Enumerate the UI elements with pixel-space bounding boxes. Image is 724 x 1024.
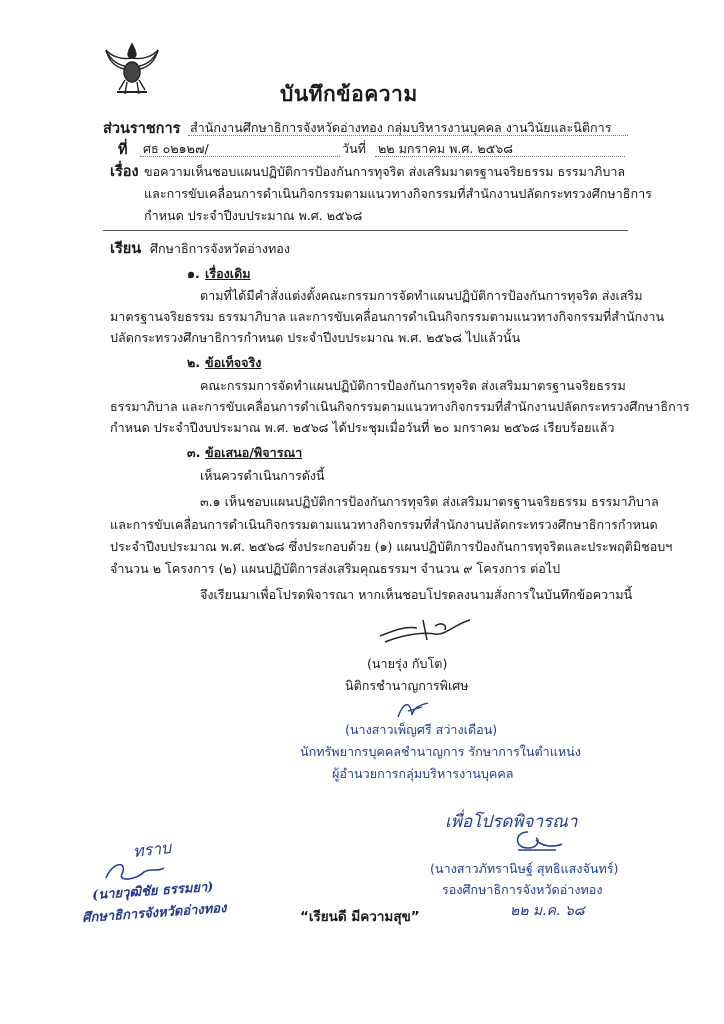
agency-label: ส่วนราชการ [103,121,181,137]
section-2-line-1: คณะกรรมการจัดทำแผนปฏิบัติการป้องกันการทุจริต ส่งเสริมมาตรฐานจริยธรรม [200,378,626,393]
ref-no-label: ที่ [118,142,128,158]
section-1-number: ๑. [187,266,200,281]
signer-2-name: (นางสาวเพ็ญศรี สว่างเดือน) [345,722,498,737]
section-3-line-4: จำนวน ๒ โครงการ (๒) แผนปฏิบัติการส่งเสริมคุณธรรมฯ จำนวน ๙ โครงการ ต่อไป [110,561,561,576]
signature-2-icon [394,697,434,721]
closing-text: จึงเรียนมาเพื่อโปรดพิจารณา หากเห็นชอบโปรดลงนามสั่งการในบันทึกข้อความนี้ [200,587,633,602]
section-3-heading: ข้อเสนอ/พิจารณา [205,445,303,460]
signer-4-title: ศึกษาธิการจังหวัดอ่างทอง [81,900,227,927]
section-1-line-2: มาตรฐานจริยธรรม ธรรมาภิบาล และการขับเคลื่อนการดำเนินกิจกรรมตามแนวทางกิจกรรมที่สำนักงาน [110,309,665,324]
handwritten-acknowledge: ทราบ [132,838,173,861]
section-3-line-3: ประจำปีงบประมาณ พ.ศ. ๒๕๖๘ ซึ่งประกอบด้วย (๑) แผนปฏิบัติการป้องกันการทุจริตและประพฤติมิชอบฯ [110,539,673,554]
section-1-line-1: ตามที่ได้มีคำสั่งแต่งตั้งคณะกรรมการจัดทำแผนปฏิบัติการป้องกันการทุจริต ส่งเสริม [200,288,643,303]
date-label: วันที่ [342,141,366,156]
subject-line-2: และการขับเคลื่อนการดำเนินกิจกรรมตามแนวทางกิจกรรมที่สำนักงานปลัดกระทรวงศึกษาธิการ [144,186,652,201]
signer-2-title-line-2: ผู้อำนวยการกลุ่มบริหารงานบุคคล [332,766,514,781]
signature-1-icon [375,612,485,648]
salutation-label: เรียน [110,241,142,257]
signer-1-name: (นายรุ่ง กับโต) [367,656,448,671]
footer-slogan: “เรียนดี มีความสุข” [300,909,420,925]
signer-1-title: นิติกรชำนาญการพิเศษ [345,678,469,693]
section-1-line-3: ปลัดกระทรวงศึกษาธิการกำหนด ประจำปีงบประมาณ พ.ศ. ๒๕๖๘ ไปแล้วนั้น [110,330,521,345]
memo-title: บันทึกข้อความ [280,82,418,106]
signature-3-icon [508,826,566,854]
section-3-number: ๓. [187,445,201,460]
section-3-line-2: และการขับเคลื่อนการดำเนินกิจกรรมตามแนวทางกิจกรรมที่สำนักงานปลัดกระทรวงศึกษาธิการกำหนด [110,517,658,532]
section-1-heading: เรื่องเดิม [205,266,251,281]
section-2-line-3: กำหนด ประจำปีงบประมาณ พ.ศ. ๒๕๖๘ ได้ประชุมเมื่อวันที่ ๒๐ มกราคม ๒๕๖๘ เรียบร้อยแล้ว [110,420,615,435]
signer-2-title-line-1: นักทรัพยากรบุคคลชำนาญการ รักษาการในตำแหน่ง [300,744,581,759]
agency-value: สำนักงานศึกษาธิการจังหวัดอ่างทอง กลุ่มบริหารงานบุคคล งานวินัยและนิติการ [190,120,612,135]
section-2-line-2: ธรรมาภิบาล และการขับเคลื่อนการดำเนินกิจกรรมตามแนวทางกิจกรรมที่สำนักงานปลัดกระทรวงศึกษาธิการ [110,399,690,414]
section-2-number: ๒. [187,355,201,370]
ref-no-value: ศธ ๐๒๑๒๗/ [143,141,209,156]
section-2-heading: ข้อเท็จจริง [205,355,262,370]
signer-3-name: (นางสาวภัทรานิษฐ์ สุทธิแสงจันทร์) [430,861,619,876]
subject-label: เรื่อง [110,164,139,180]
subject-line-1: ขอความเห็นชอบแผนปฏิบัติการป้องกันการทุจริต ส่งเสริมมาตรฐานจริยธรรม ธรรมาภิบาล [144,164,626,179]
section-3-intro: เห็นควรดำเนินการดังนี้ [200,468,325,483]
garuda-emblem-icon [103,40,161,98]
handwritten-date-right: ๒๒ ม.ค. ๖๘ [510,903,585,919]
section-3-line-1: ๓.๑ เห็นชอบแผนปฏิบัติการป้องกันการทุจริต ส่งเสริมมาตรฐานจริยธรรม ธรรมาภิบาล [200,494,659,509]
subject-line-3: กำหนด ประจำปีงบประมาณ พ.ศ. ๒๕๖๘ [144,208,363,223]
signer-4-name: (นายวุฒิชัย ธรรมยา) [91,879,214,904]
handwritten-endorsement: เพื่อโปรดพิจารณา [445,812,578,832]
signer-3-title: รองศึกษาธิการจังหวัดอ่างทอง [442,882,603,897]
date-value: ๒๒ มกราคม พ.ศ. ๒๕๖๘ [378,141,513,156]
salutation-value: ศึกษาธิการจังหวัดอ่างทอง [150,241,291,256]
